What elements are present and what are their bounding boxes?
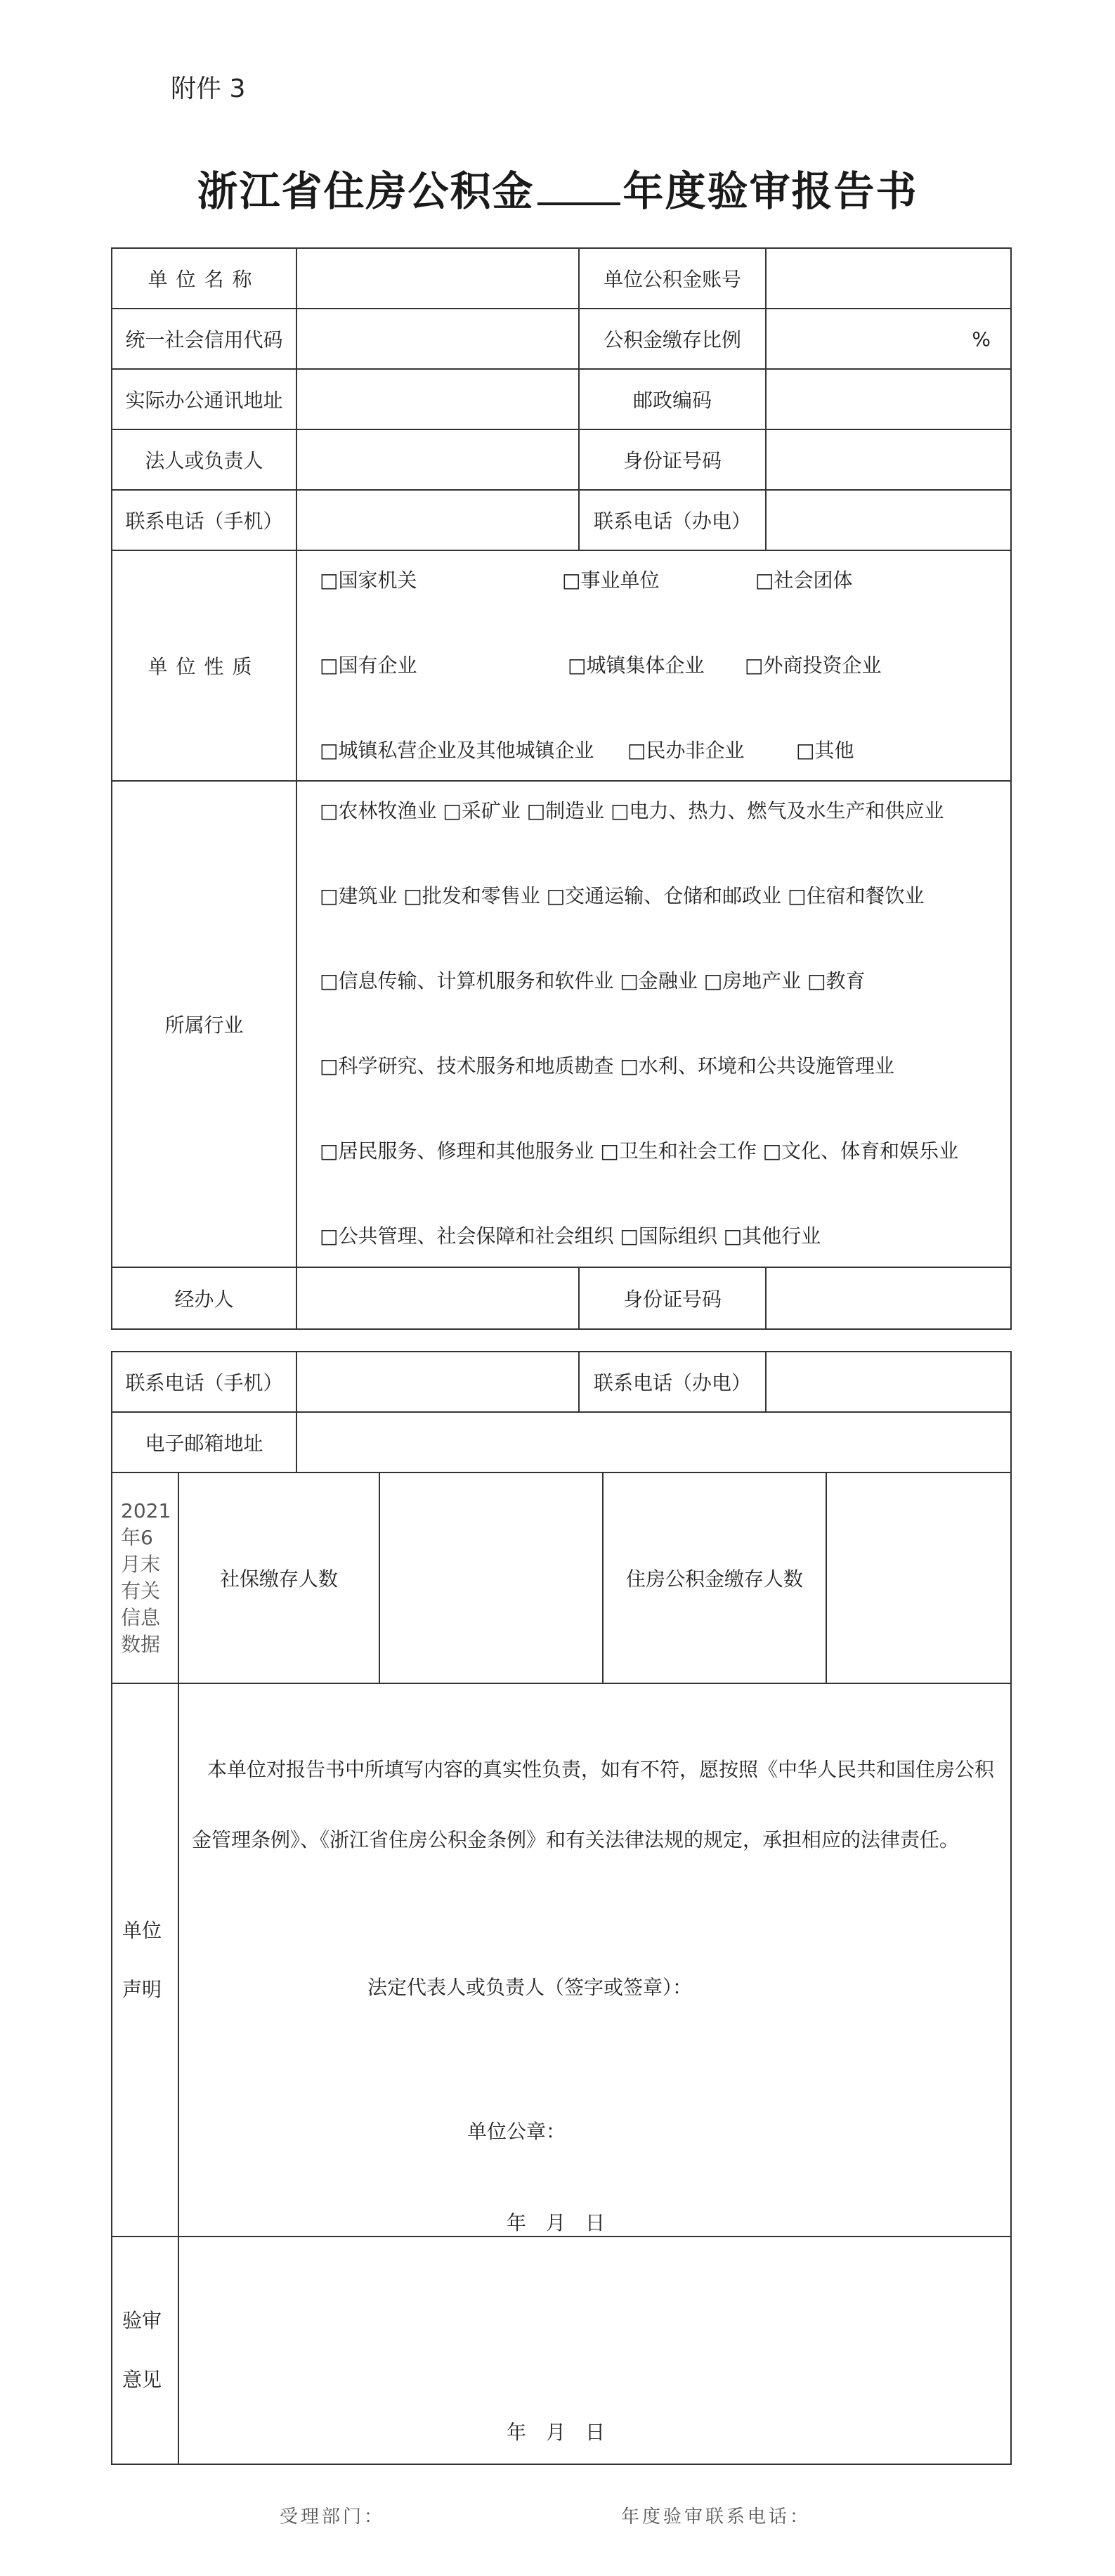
office-address-label: 实际办公通讯地址: [112, 369, 296, 429]
nature-option-institution[interactable]: □事业单位: [562, 569, 660, 592]
agent-mobile-field[interactable]: [296, 1352, 579, 1412]
declaration-label-1: 单位: [122, 1918, 162, 1942]
social-security-count-label: 社保缴存人数: [178, 1473, 379, 1683]
mobile-label: 联系电话（手机）: [112, 490, 296, 550]
nature-option-other[interactable]: □其他: [796, 739, 854, 762]
contribution-ratio-field[interactable]: [766, 309, 1011, 369]
declaration-label: [112, 1683, 178, 2237]
nature-option-private[interactable]: □城镇私营企业及其他城镇企业: [320, 739, 594, 762]
housing-fund-count-field[interactable]: [826, 1473, 1011, 1683]
unit-nature-options: [296, 550, 1011, 781]
audit-label-2: 意见: [122, 2368, 162, 2391]
social-security-count-field[interactable]: [379, 1473, 603, 1683]
fund-account-field[interactable]: [766, 248, 1011, 309]
legal-person-field[interactable]: [296, 429, 579, 490]
industry-line-4[interactable]: □科学研究、技术服务和地质勘查 □水利、环境和公共设施管理业: [320, 1054, 894, 1077]
declaration-text-2: 金管理条例》、《浙江省住房公积金条例》和有关法律法规的规定，承担相应的法律责任。: [192, 1828, 960, 1851]
office-phone-label: 联系电话（办电）: [579, 490, 766, 550]
data-period-label: [112, 1473, 178, 1683]
audit-date: 年 月 日: [507, 2421, 606, 2444]
industry-line-1[interactable]: □农林牧渔业 □采矿业 □制造业 □电力、热力、燃气及水生产和供应业: [320, 799, 944, 822]
period-related: 有关: [121, 1579, 161, 1603]
nature-option-nonprofit[interactable]: □民办非企业: [627, 739, 745, 762]
audit-phone-label: 年度验审联系电话：: [621, 2506, 811, 2528]
count-table: [111, 1472, 1012, 1684]
nature-option-soe[interactable]: □国有企业: [320, 654, 417, 677]
nature-option-gov[interactable]: □国家机关: [320, 569, 417, 592]
agent-id-label: 身份证号码: [579, 1267, 766, 1329]
contact-table: [111, 1351, 1012, 1473]
contribution-ratio-label: 公积金缴存比例: [579, 309, 766, 369]
fund-account-label: 单位公积金账号: [579, 248, 766, 309]
credit-code-label: 统一社会信用代码: [112, 309, 296, 369]
nature-option-foreign[interactable]: □外商投资企业: [745, 654, 882, 677]
period-monthend: 月末: [121, 1553, 161, 1576]
mobile-field[interactable]: [296, 490, 579, 550]
attachment-label: 附件 3: [171, 75, 246, 103]
agent-field[interactable]: [296, 1267, 579, 1329]
period-month: 年6: [121, 1526, 153, 1549]
credit-code-field[interactable]: [296, 309, 579, 369]
legal-id-label: 身份证号码: [579, 429, 766, 490]
year-blank: [537, 169, 620, 205]
audit-opinion-field[interactable]: [178, 2237, 1011, 2464]
accepting-department-label: 受理部门：: [280, 2506, 386, 2528]
legal-signature-label: 法定代表人或负责人（签字或签章）：: [367, 1976, 693, 1999]
email-label: 电子邮箱地址: [112, 1412, 296, 1473]
document-title: [0, 158, 1115, 217]
unit-nature-label: 单位性质: [112, 550, 296, 781]
office-phone-field[interactable]: [766, 490, 1011, 550]
declaration-label-2: 声明: [122, 1977, 162, 2001]
legal-id-field[interactable]: [766, 429, 1011, 490]
housing-fund-count-label: 住房公积金缴存人数: [603, 1473, 826, 1683]
legal-person-label: 法人或负责人: [112, 429, 296, 490]
agent-office-phone-label: 联系电话（办电）: [579, 1352, 766, 1412]
declaration-date: 年 月 日: [507, 2211, 606, 2234]
unit-info-table: [111, 247, 1012, 1330]
period-year: 2021: [121, 1499, 171, 1522]
audit-label-1: 验审: [122, 2309, 162, 2332]
agent-label: 经办人: [112, 1267, 296, 1329]
period-data: 数据: [121, 1633, 161, 1656]
unit-name-field[interactable]: [296, 248, 579, 309]
agent-id-field[interactable]: [766, 1267, 1011, 1329]
industry-options: [296, 781, 1011, 1267]
nature-option-collective[interactable]: □城镇集体企业: [568, 654, 705, 677]
declaration-table: [111, 1683, 1012, 2465]
period-info: 信息: [121, 1606, 161, 1629]
office-address-field[interactable]: [296, 369, 579, 429]
industry-line-6[interactable]: □公共管理、社会保障和社会组织 □国际组织 □其他行业: [320, 1224, 821, 1248]
unit-name-label: 单位名称: [112, 248, 296, 309]
postal-code-label: 邮政编码: [579, 369, 766, 429]
declaration-text-1: 本单位对报告书中所填写内容的真实性负责，如有不符，愿按照《中华人民共和国住房公积: [207, 1758, 995, 1781]
industry-line-5[interactable]: □居民服务、修理和其他服务业 □卫生和社会工作 □文化、体育和娱乐业: [320, 1139, 959, 1163]
industry-line-2[interactable]: □建筑业 □批发和零售业 □交通运输、仓储和邮政业 □住宿和餐饮业: [320, 884, 925, 907]
unit-seal-label: 单位公章：: [467, 2120, 566, 2143]
percent-sign: %: [972, 327, 991, 351]
nature-option-social[interactable]: □社会团体: [755, 569, 853, 592]
audit-opinion-label: [112, 2237, 178, 2464]
title-prefix: 浙江省住房公积金: [197, 167, 535, 215]
agent-mobile-label: 联系电话（手机）: [112, 1352, 296, 1412]
declaration-body: [178, 1683, 1011, 2237]
industry-line-3[interactable]: □信息传输、计算机服务和软件业 □金融业 □房地产业 □教育: [320, 969, 866, 992]
title-suffix: 年度验审报告书: [622, 167, 918, 215]
email-field[interactable]: [296, 1412, 1011, 1473]
agent-office-phone-field[interactable]: [766, 1352, 1011, 1412]
industry-label: 所属行业: [112, 781, 296, 1267]
postal-code-field[interactable]: [766, 369, 1011, 429]
